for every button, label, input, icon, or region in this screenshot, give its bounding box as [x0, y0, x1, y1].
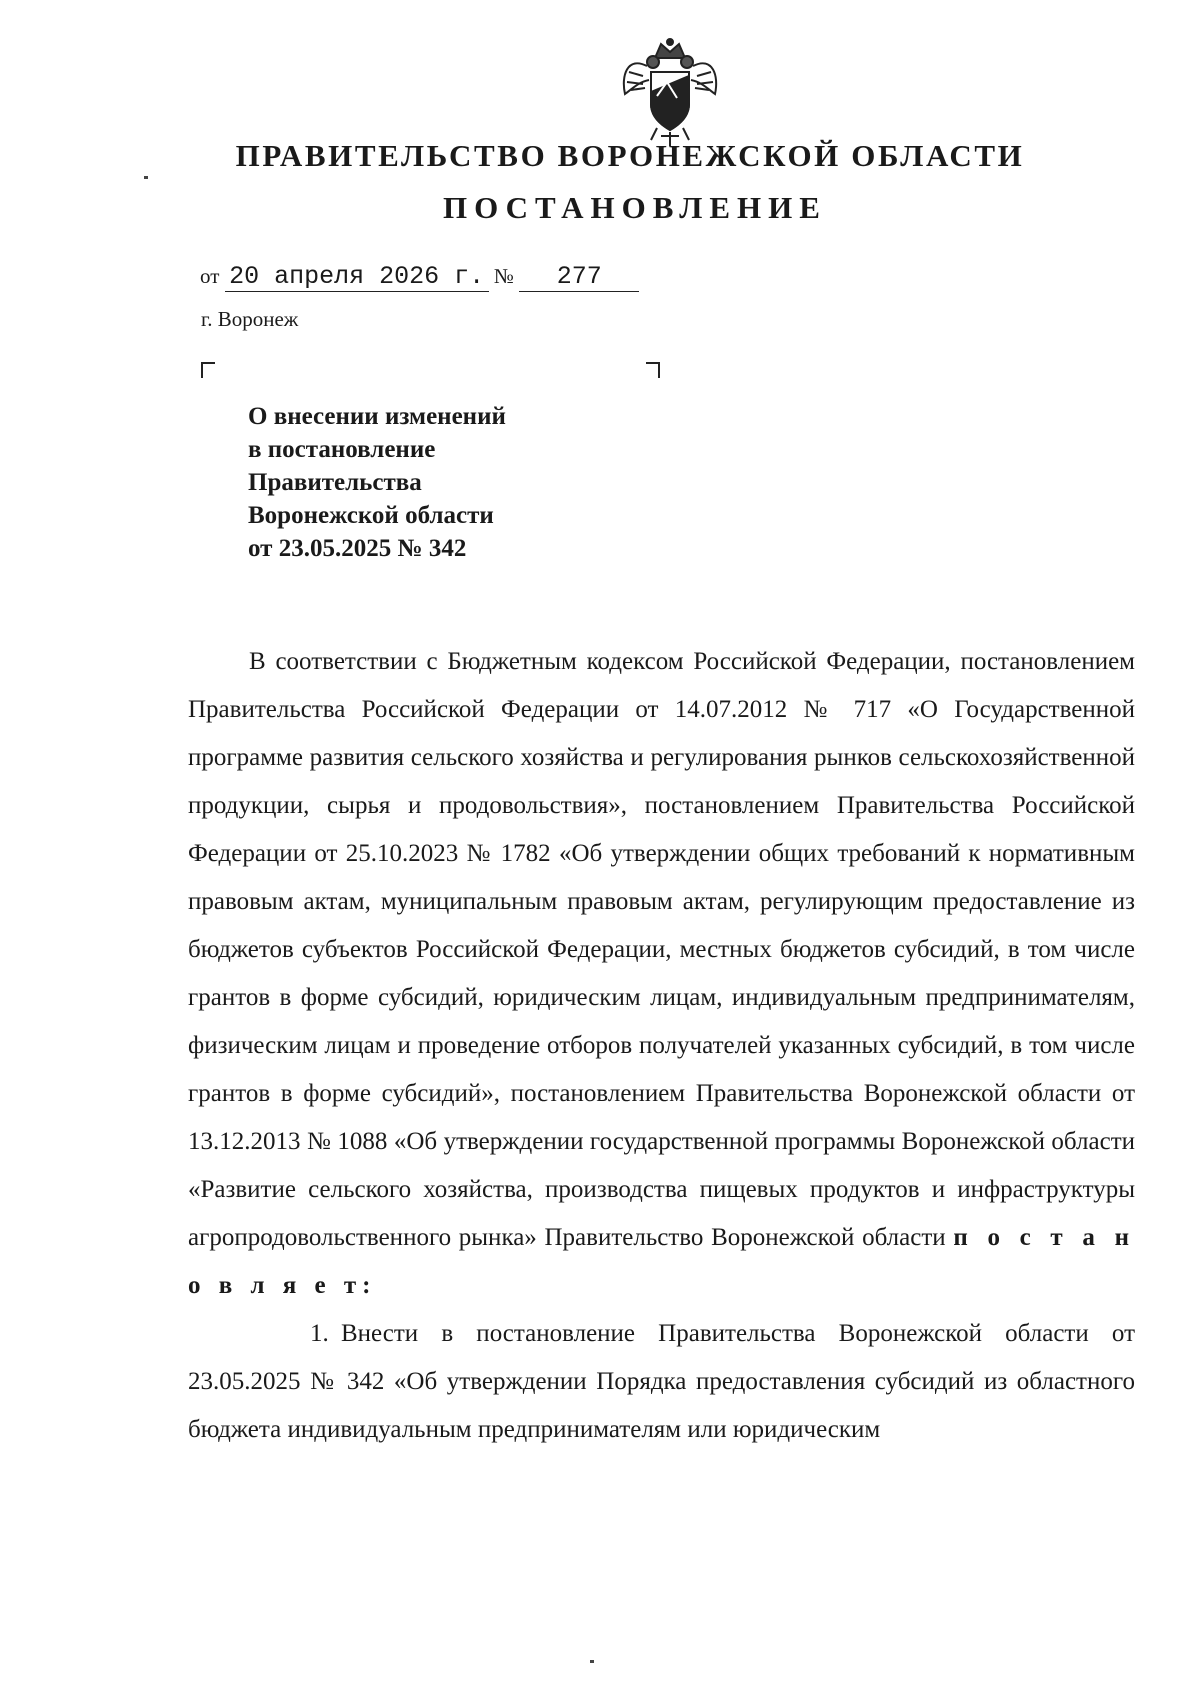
scan-speck: [144, 176, 148, 179]
date-prefix: от: [200, 264, 220, 288]
number-field: [519, 262, 639, 292]
subject-line: в постановление: [248, 436, 436, 463]
decree-word: п о с т а н о в л я е т:: [188, 1224, 1135, 1299]
scan-speck: [590, 1660, 594, 1663]
coat-of-arms-icon: [617, 36, 723, 148]
subject-corner-right: [646, 362, 660, 378]
date-field: [225, 262, 489, 292]
item-1-number: 1.: [310, 1320, 329, 1347]
document-body: [188, 638, 1135, 1454]
item-1-text: Внести в постановление Правительства Воронежской области от 23.05.2025 № 342 «Об утверждении Порядка предоставления субсидий из областного бюджета индивидуальным предпринимателям или юридическим: [188, 1320, 1135, 1443]
subject-line: О внесении изменений: [248, 403, 506, 430]
subject-line: Воронежской области: [248, 502, 494, 529]
number-sign: №: [493, 264, 514, 288]
city: г. Воронеж: [201, 307, 299, 331]
item-1-paragraph: [188, 1310, 1135, 1454]
date-value: 20 апреля 2026 г.: [229, 262, 485, 291]
preamble-text: В соответствии с Бюджетным кодексом Российской Федерации, постановлением Правительства Российской Федерации от 14.07.2012 № 717 «О Государственной программе развития сельского хозяйства и регулирования рынков сельскохозяйственной продукции, сырья и продовольствия», постановлением Правительства Российской Федерации от 25.10.2023 № 1782 «Об утверждении общих требований к нормативным правовым актам, муниципальным правовым актам, регулирующим предоставление из бюджетов субъектов Российской Федерации, местных бюджетов субсидий, в том числе грантов в форме субсидий, юридическим лицам, индивидуальным предпринимателям, физическим лицам и проведение отборов получателей указанных субсидий, в том числе грантов в форме субсидий», постановлением Правительства Воронежской области от 13.12.2013 № 1088 «Об утверждении государственной программы Воронежской области «Развитие сельского хозяйства, производства пищевых продуктов и инфраструктуры агропродовольственного рынка» Правительство Воронежской области: [188, 648, 1135, 1251]
subject-line: Правительства: [248, 469, 422, 496]
subject-corner-left: [201, 362, 215, 378]
preamble-paragraph: [188, 638, 1135, 1310]
number-value: 277: [556, 262, 602, 291]
subject-block: [248, 400, 506, 565]
subject-line: от 23.05.2025 № 342: [248, 535, 467, 562]
government-title: ПРАВИТЕЛЬСТВО ВОРОНЕЖСКОЙ ОБЛАСТИ: [235, 138, 1025, 173]
date-number-row: [200, 262, 639, 292]
document-type: ПОСТАНОВЛЕНИЕ: [443, 190, 827, 225]
